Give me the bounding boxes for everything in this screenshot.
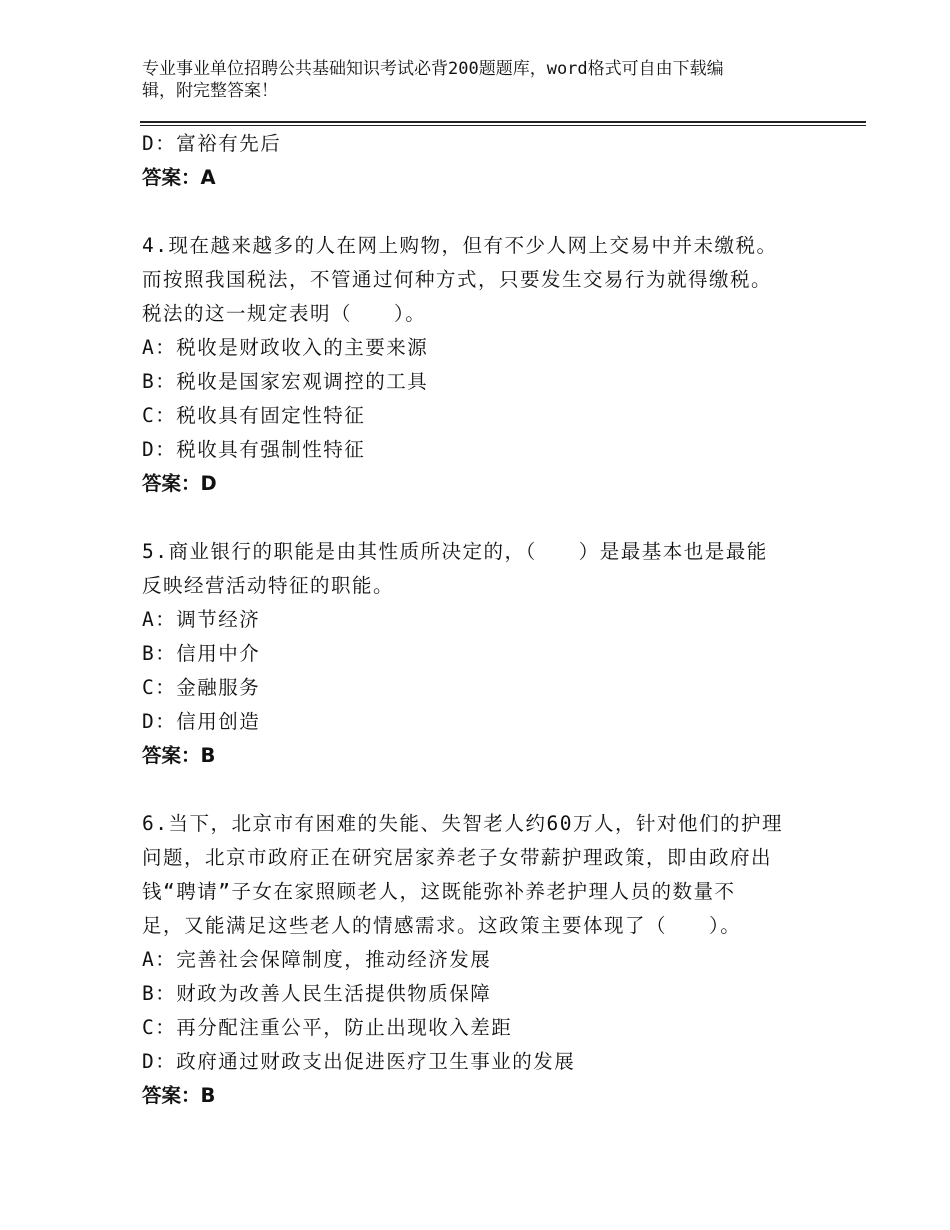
q6-stem-line: 足，又能满足这些老人的情感需求。这政策主要体现了（ ）。	[142, 914, 742, 937]
q6-option-a: A：完善社会保障制度，推动经济发展	[142, 948, 492, 971]
q6-stem-line: 问题，北京市政府正在研究居家养老子女带薪护理政策，即由政府出	[142, 846, 773, 869]
q3-option-d: D：富裕有先后	[142, 132, 282, 155]
q3-answer: 答案：A	[142, 166, 216, 189]
question-5	[142, 535, 842, 773]
q5-stem-line: 5.商业银行的职能是由其性质所决定的，（ ）是最基本也是最能	[142, 540, 768, 563]
q5-option-b: B：信用中介	[142, 642, 261, 665]
q5-option-d: D：信用创造	[142, 710, 261, 733]
q6-option-c: C：再分配注重公平，防止出现收入差距	[142, 1016, 513, 1039]
question-content	[142, 127, 842, 1113]
q6-option-b: B：财政为改善人民生活提供物质保障	[142, 982, 492, 1005]
q5-option-c: C：金融服务	[142, 676, 261, 699]
q6-stem-line: 6.当下，北京市有困难的失能、失智老人约60万人，针对他们的护理	[142, 812, 783, 835]
question-6	[142, 807, 842, 1113]
q6-option-d: D：政府通过财政支出促进医疗卫生事业的发展	[142, 1050, 576, 1073]
q4-option-a: A：税收是财政收入的主要来源	[142, 336, 429, 359]
spacer	[142, 195, 842, 229]
q6-stem-line: 钱“聘请”子女在家照顾老人，这既能弥补养老护理人员的数量不	[142, 880, 736, 903]
header-line-2: 辑，附完整答案！	[142, 81, 278, 101]
q4-option-b: B：税收是国家宏观调控的工具	[142, 370, 429, 393]
q4-stem-line: 而按照我国税法，不管通过何种方式，只要发生交易行为就得缴税。	[142, 268, 773, 291]
q4-stem-line: 4.现在越来越多的人在网上购物，但有不少人网上交易中并未缴税。	[142, 234, 778, 257]
q5-option-a: A：调节经济	[142, 608, 261, 631]
question-4	[142, 229, 842, 501]
q4-stem-line: 税法的这一规定表明（ ）。	[142, 302, 427, 325]
spacer	[142, 773, 842, 807]
header-rule-thick	[140, 121, 866, 123]
q6-answer: 答案：B	[142, 1084, 216, 1107]
q5-answer: 答案：B	[142, 744, 216, 767]
q4-option-d: D：税收具有强制性特征	[142, 438, 366, 461]
header-rule-thin	[140, 125, 866, 126]
header-line-1: 专业事业单位招聘公共基础知识考试必背200题题库，word格式可自由下载编	[142, 59, 724, 79]
q4-answer: 答案：D	[142, 472, 217, 495]
q5-stem-line: 反映经营活动特征的职能。	[142, 574, 395, 597]
spacer	[142, 501, 842, 535]
page-header	[142, 58, 792, 102]
q4-option-c: C：税收具有固定性特征	[142, 404, 366, 427]
